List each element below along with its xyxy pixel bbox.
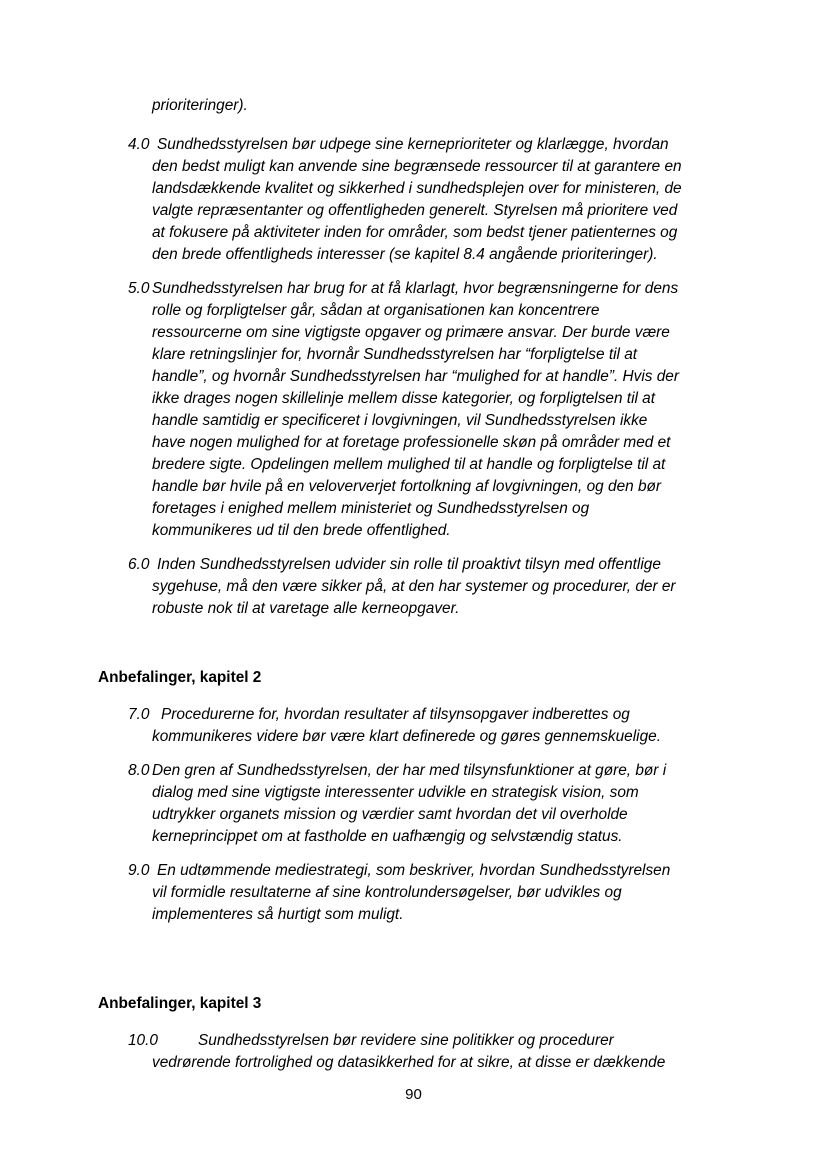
- item-text-line: at fokusere på aktiviteter inden for områder, som bedst tjener patienternes og: [152, 224, 678, 241]
- item-text-line: den bedst muligt kan anvende sine begrænsede ressourcer til at garantere en: [152, 158, 682, 175]
- item-text-line: kommunikeres ud til den brede offentlighed.: [152, 522, 451, 539]
- section-heading: Anbefalinger, kapitel 2: [98, 669, 262, 686]
- item-text-line: Sundhedsstyrelsen bør udpege sine kerneprioriteter og klarlægge, hvordan: [157, 136, 669, 153]
- item-text-line: den brede offentligheds interesser (se kapitel 8.4 angående prioriteringer).: [152, 246, 658, 263]
- item-text-line: have nogen mulighed for at foretage professionelle skøn på områder med et: [152, 434, 671, 451]
- item-text-line: foretages i enighed mellem ministeriet og Sundhedsstyrelsen og: [152, 500, 590, 517]
- item-text-line: sygehuse, må den være sikker på, at den har systemer og procedurer, der er: [152, 578, 676, 595]
- item-text-line: robuste nok til at varetage alle kerneopgaver.: [152, 600, 460, 617]
- item-text-line: bredere sigte. Opdelingen mellem mulighed til at handle og forpligtelse til at: [152, 456, 666, 473]
- item-text-line: handle”, og hvornår Sundhedsstyrelsen har “mulighed for at handle”. Hvis der: [152, 368, 679, 385]
- item-text-line: vil formidle resultaterne af sine kontrolundersøgelser, bør udvikles og: [152, 884, 622, 901]
- item-text-line: implementeres så hurtigt som muligt.: [152, 906, 404, 923]
- item-text-line: dialog med sine vigtigste interessenter udvikle en strategisk vision, som: [152, 784, 639, 801]
- item-number: 7.0: [128, 706, 150, 723]
- item-number: 6.0: [128, 556, 150, 573]
- item-text-line: valgte repræsentanter og offentligheden generelt. Styrelsen må prioritere ved: [152, 202, 678, 219]
- item-text-line: handle samtidig er specificeret i lovgivningen, vil Sundhedsstyrelsen ikke: [152, 412, 648, 429]
- item-text-line: klare retningslinjer for, hvornår Sundhedsstyrelsen har “forpligtelse til at: [152, 346, 638, 363]
- item-number: 8.0: [128, 762, 150, 779]
- item-text-line: Inden Sundhedsstyrelsen udvider sin rolle til proaktivt tilsyn med offentlige: [157, 556, 661, 573]
- page-number: 90: [405, 1086, 422, 1103]
- item-number: 10.0: [128, 1032, 158, 1049]
- item-text-line: landsdækkende kvalitet og sikkerhed i sundhedsplejen over for ministeren, de: [152, 180, 682, 197]
- item-number: 4.0: [128, 136, 150, 153]
- item-text-line: ikke drages nogen skillelinje mellem disse kategorier, og forpligtelsen til at: [152, 390, 656, 407]
- item-text-line: kommunikeres videre bør være klart definerede og gøres gennemskuelige.: [152, 728, 661, 745]
- item-text-line: Den gren af Sundhedsstyrelsen, der har med tilsynsfunktioner at gøre, bør i: [152, 762, 667, 779]
- item-number: 5.0: [128, 280, 150, 297]
- item-number: 9.0: [128, 862, 150, 879]
- section-heading: Anbefalinger, kapitel 3: [98, 995, 262, 1012]
- item-text-line: kerneprincippet om at fastholde en uafhængig og selvstændig status.: [152, 828, 623, 845]
- item-text-line: Procedurerne for, hvordan resultater af tilsynsopgaver indberettes og: [161, 706, 630, 723]
- item-text-line: handle bør hvile på en veloververjet fortolkning af lovgivningen, og den bør: [152, 478, 662, 495]
- item-text-line: rolle og forpligtelser går, sådan at organisationen kan koncentrere: [152, 302, 600, 319]
- item-text-line: Sundhedsstyrelsen har brug for at få klarlagt, hvor begrænsningerne for dens: [152, 280, 679, 297]
- item-text-line: Sundhedsstyrelsen bør revidere sine politikker og procedurer: [198, 1032, 614, 1049]
- item-text-line: En udtømmende mediestrategi, som beskriver, hvordan Sundhedsstyrelsen: [157, 862, 671, 879]
- continuation-line: prioriteringer).: [152, 97, 248, 114]
- item-text-line: vedrørende fortrolighed og datasikkerhed for at sikre, at disse er dækkende: [152, 1054, 666, 1071]
- item-text-line: ressourcerne om sine vigtigste opgaver og primære ansvar. Der burde være: [152, 324, 670, 341]
- item-text-line: udtrykker organets mission og værdier samt hvordan det vil overholde: [152, 806, 628, 823]
